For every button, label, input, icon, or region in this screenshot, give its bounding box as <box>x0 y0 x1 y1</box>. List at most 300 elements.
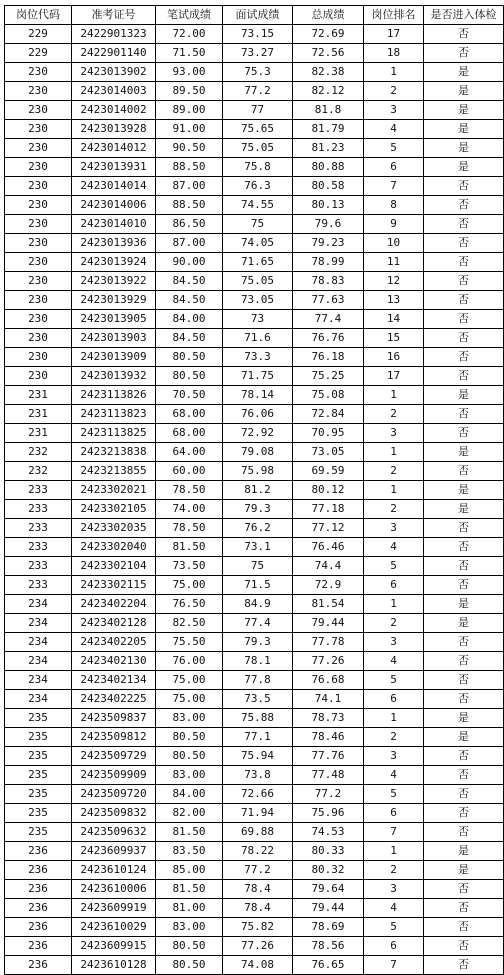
post-code-cell: 236 <box>5 956 72 975</box>
post-rank-cell: 6 <box>364 937 424 956</box>
total-score-cell: 74.53 <box>293 823 364 842</box>
interview-score-cell: 71.94 <box>223 804 293 823</box>
exam-number-cell: 2423509832 <box>72 804 156 823</box>
written-score-cell: 80.50 <box>156 728 223 747</box>
physical-exam-cell: 否 <box>424 766 504 785</box>
table-row <box>5 842 504 861</box>
physical-exam-cell: 否 <box>424 215 504 234</box>
interview-score-cell: 77.1 <box>223 728 293 747</box>
physical-exam-cell: 否 <box>424 823 504 842</box>
post-code-cell: 235 <box>5 766 72 785</box>
interview-score-cell: 71.65 <box>223 253 293 272</box>
physical-exam-cell: 是 <box>424 500 504 519</box>
post-rank-cell: 3 <box>364 747 424 766</box>
post-rank-cell: 6 <box>364 804 424 823</box>
total-score-cell: 74.1 <box>293 690 364 709</box>
post-code-cell: 232 <box>5 443 72 462</box>
table-row <box>5 386 504 405</box>
total-score-cell: 80.33 <box>293 842 364 861</box>
post-code-cell: 233 <box>5 576 72 595</box>
written-score-cell: 87.00 <box>156 177 223 196</box>
physical-exam-cell: 是 <box>424 158 504 177</box>
interview-score-cell: 76.06 <box>223 405 293 424</box>
exam-number-cell: 2423014002 <box>72 101 156 120</box>
interview-score-cell: 75.98 <box>223 462 293 481</box>
interview-score-cell: 79.08 <box>223 443 293 462</box>
interview-score-cell: 75 <box>223 215 293 234</box>
exam-number-cell: 2423509812 <box>72 728 156 747</box>
exam-number-cell: 2423014012 <box>72 139 156 158</box>
total-score-cell: 77.12 <box>293 519 364 538</box>
written-score-cell: 82.50 <box>156 614 223 633</box>
table-row <box>5 728 504 747</box>
total-score-cell: 81.79 <box>293 120 364 139</box>
table-row <box>5 823 504 842</box>
post-code-cell: 233 <box>5 538 72 557</box>
interview-score-cell: 73.1 <box>223 538 293 557</box>
interview-score-cell: 78.14 <box>223 386 293 405</box>
written-score-cell: 84.50 <box>156 329 223 348</box>
table-row <box>5 253 504 272</box>
exam-number-cell: 2423013909 <box>72 348 156 367</box>
total-score-cell: 80.13 <box>293 196 364 215</box>
interview-score-cell: 78.4 <box>223 899 293 918</box>
post-code-cell: 230 <box>5 367 72 386</box>
post-code-cell: 230 <box>5 272 72 291</box>
physical-exam-cell: 否 <box>424 272 504 291</box>
interview-score-cell: 75.05 <box>223 272 293 291</box>
post-rank-cell: 2 <box>364 405 424 424</box>
interview-score-cell: 73.15 <box>223 25 293 44</box>
post-code-cell: 234 <box>5 671 72 690</box>
physical-exam-cell: 否 <box>424 348 504 367</box>
post-rank-cell: 2 <box>364 500 424 519</box>
post-rank-cell: 5 <box>364 785 424 804</box>
written-score-cell: 64.00 <box>156 443 223 462</box>
physical-exam-cell: 否 <box>424 538 504 557</box>
post-code-cell: 230 <box>5 310 72 329</box>
post-rank-cell: 7 <box>364 823 424 842</box>
table-row <box>5 443 504 462</box>
interview-score-cell: 69.88 <box>223 823 293 842</box>
table-row <box>5 500 504 519</box>
post-rank-cell: 2 <box>364 462 424 481</box>
table-row <box>5 63 504 82</box>
total-score-cell: 77.63 <box>293 291 364 310</box>
post-code-cell: 229 <box>5 25 72 44</box>
total-score-cell: 79.44 <box>293 899 364 918</box>
table-row <box>5 139 504 158</box>
total-score-cell: 76.76 <box>293 329 364 348</box>
written-score-cell: 78.50 <box>156 481 223 500</box>
interview-score-cell: 77.2 <box>223 82 293 101</box>
post-code-cell: 234 <box>5 614 72 633</box>
written-score-cell: 88.50 <box>156 158 223 177</box>
total-score-cell: 80.58 <box>293 177 364 196</box>
written-score-cell: 71.50 <box>156 44 223 63</box>
exam-number-cell: 2423509720 <box>72 785 156 804</box>
physical-exam-cell: 是 <box>424 443 504 462</box>
post-code-cell: 230 <box>5 63 72 82</box>
post-code-cell: 234 <box>5 652 72 671</box>
post-rank-cell: 3 <box>364 519 424 538</box>
table-row <box>5 785 504 804</box>
post-rank-cell: 13 <box>364 291 424 310</box>
physical-exam-cell: 否 <box>424 234 504 253</box>
total-score-cell: 77.76 <box>293 747 364 766</box>
post-rank-cell: 5 <box>364 139 424 158</box>
interview-score-cell: 79.3 <box>223 500 293 519</box>
total-score-cell: 78.73 <box>293 709 364 728</box>
total-score-cell: 70.95 <box>293 424 364 443</box>
post-code-cell: 230 <box>5 82 72 101</box>
total-score-cell: 77.26 <box>293 652 364 671</box>
written-score-cell: 81.00 <box>156 899 223 918</box>
interview-score-cell: 71.75 <box>223 367 293 386</box>
table-row <box>5 44 504 63</box>
post-code-cell: 236 <box>5 899 72 918</box>
written-score-cell: 90.00 <box>156 253 223 272</box>
table-row <box>5 82 504 101</box>
total-score-cell: 75.25 <box>293 367 364 386</box>
post-code-cell: 235 <box>5 709 72 728</box>
interview-score-cell: 73.5 <box>223 690 293 709</box>
table-row <box>5 291 504 310</box>
total-score-cell: 76.65 <box>293 956 364 975</box>
total-score-cell: 77.78 <box>293 633 364 652</box>
total-score-cell: 69.59 <box>293 462 364 481</box>
table-row <box>5 538 504 557</box>
written-score-cell: 85.00 <box>156 861 223 880</box>
written-score-cell: 83.00 <box>156 709 223 728</box>
written-score-cell: 84.50 <box>156 272 223 291</box>
written-score-cell: 70.50 <box>156 386 223 405</box>
interview-score-cell: 74.55 <box>223 196 293 215</box>
table-row <box>5 367 504 386</box>
table-row <box>5 595 504 614</box>
exam-number-cell: 2423014014 <box>72 177 156 196</box>
exam-number-cell: 2423609919 <box>72 899 156 918</box>
post-code-cell: 230 <box>5 348 72 367</box>
total-score-cell: 77.48 <box>293 766 364 785</box>
physical-exam-cell: 是 <box>424 101 504 120</box>
exam-number-cell: 2423402204 <box>72 595 156 614</box>
post-rank-cell: 6 <box>364 576 424 595</box>
interview-score-cell: 78.4 <box>223 880 293 899</box>
table-row <box>5 899 504 918</box>
post-code-cell: 232 <box>5 462 72 481</box>
exam-number-cell: 2423013931 <box>72 158 156 177</box>
table-row <box>5 329 504 348</box>
table-row <box>5 671 504 690</box>
table-row <box>5 937 504 956</box>
header-post-code: 岗位代码 <box>5 6 72 25</box>
total-score-cell: 81.54 <box>293 595 364 614</box>
post-code-cell: 231 <box>5 424 72 443</box>
written-score-cell: 89.50 <box>156 82 223 101</box>
interview-score-cell: 75.82 <box>223 918 293 937</box>
post-code-cell: 235 <box>5 747 72 766</box>
post-rank-cell: 16 <box>364 348 424 367</box>
physical-exam-cell: 否 <box>424 918 504 937</box>
post-code-cell: 229 <box>5 44 72 63</box>
exam-number-cell: 2423402128 <box>72 614 156 633</box>
post-rank-cell: 12 <box>364 272 424 291</box>
interview-score-cell: 75.8 <box>223 158 293 177</box>
total-score-cell: 72.9 <box>293 576 364 595</box>
table-row <box>5 25 504 44</box>
post-code-cell: 235 <box>5 804 72 823</box>
written-score-cell: 68.00 <box>156 405 223 424</box>
interview-score-cell: 76.2 <box>223 519 293 538</box>
post-code-cell: 230 <box>5 329 72 348</box>
total-score-cell: 80.12 <box>293 481 364 500</box>
written-score-cell: 68.00 <box>156 424 223 443</box>
post-rank-cell: 11 <box>364 253 424 272</box>
exam-number-cell: 2423013903 <box>72 329 156 348</box>
interview-score-cell: 75.05 <box>223 139 293 158</box>
post-rank-cell: 2 <box>364 82 424 101</box>
post-code-cell: 230 <box>5 196 72 215</box>
post-code-cell: 234 <box>5 690 72 709</box>
total-score-cell: 79.64 <box>293 880 364 899</box>
post-rank-cell: 1 <box>364 481 424 500</box>
table-row <box>5 120 504 139</box>
physical-exam-cell: 是 <box>424 139 504 158</box>
physical-exam-cell: 是 <box>424 728 504 747</box>
written-score-cell: 83.00 <box>156 766 223 785</box>
exam-number-cell: 2423610029 <box>72 918 156 937</box>
physical-exam-cell: 否 <box>424 899 504 918</box>
exam-number-cell: 2423014010 <box>72 215 156 234</box>
interview-score-cell: 73.3 <box>223 348 293 367</box>
written-score-cell: 90.50 <box>156 139 223 158</box>
post-rank-cell: 1 <box>364 595 424 614</box>
table-row <box>5 177 504 196</box>
physical-exam-cell: 否 <box>424 310 504 329</box>
table-row <box>5 861 504 880</box>
post-rank-cell: 3 <box>364 633 424 652</box>
written-score-cell: 80.50 <box>156 956 223 975</box>
written-score-cell: 76.00 <box>156 652 223 671</box>
table-row <box>5 272 504 291</box>
physical-exam-cell: 否 <box>424 880 504 899</box>
physical-exam-cell: 否 <box>424 367 504 386</box>
interview-score-cell: 72.66 <box>223 785 293 804</box>
interview-score-cell: 78.1 <box>223 652 293 671</box>
post-rank-cell: 14 <box>364 310 424 329</box>
post-rank-cell: 15 <box>364 329 424 348</box>
total-score-cell: 77.4 <box>293 310 364 329</box>
total-score-cell: 78.46 <box>293 728 364 747</box>
total-score-cell: 78.56 <box>293 937 364 956</box>
table-row <box>5 234 504 253</box>
exam-number-cell: 2423113823 <box>72 405 156 424</box>
table-row <box>5 880 504 899</box>
total-score-cell: 72.56 <box>293 44 364 63</box>
written-score-cell: 91.00 <box>156 120 223 139</box>
physical-exam-cell: 否 <box>424 747 504 766</box>
physical-exam-cell: 否 <box>424 785 504 804</box>
exam-number-cell: 2423302105 <box>72 500 156 519</box>
total-score-cell: 75.96 <box>293 804 364 823</box>
header-post-rank: 岗位排名 <box>364 6 424 25</box>
table-row <box>5 766 504 785</box>
written-score-cell: 76.50 <box>156 595 223 614</box>
exam-number-cell: 2423013924 <box>72 253 156 272</box>
header-exam-number: 准考证号 <box>72 6 156 25</box>
physical-exam-cell: 否 <box>424 690 504 709</box>
post-rank-cell: 3 <box>364 101 424 120</box>
exam-number-cell: 2423013936 <box>72 234 156 253</box>
physical-exam-cell: 否 <box>424 405 504 424</box>
table-row <box>5 747 504 766</box>
post-rank-cell: 4 <box>364 652 424 671</box>
table-row <box>5 348 504 367</box>
total-score-cell: 78.69 <box>293 918 364 937</box>
physical-exam-cell: 是 <box>424 120 504 139</box>
physical-exam-cell: 否 <box>424 652 504 671</box>
post-rank-cell: 1 <box>364 443 424 462</box>
physical-exam-cell: 是 <box>424 861 504 880</box>
table-row <box>5 519 504 538</box>
exam-number-cell: 2423509909 <box>72 766 156 785</box>
post-code-cell: 231 <box>5 405 72 424</box>
interview-score-cell: 77.4 <box>223 614 293 633</box>
table-row <box>5 310 504 329</box>
total-score-cell: 81.8 <box>293 101 364 120</box>
exam-number-cell: 2423014006 <box>72 196 156 215</box>
post-code-cell: 235 <box>5 728 72 747</box>
total-score-cell: 79.44 <box>293 614 364 633</box>
exam-number-cell: 2423013905 <box>72 310 156 329</box>
written-score-cell: 84.00 <box>156 310 223 329</box>
header-total-score: 总成绩 <box>293 6 364 25</box>
interview-score-cell: 78.22 <box>223 842 293 861</box>
interview-score-cell: 81.2 <box>223 481 293 500</box>
post-code-cell: 234 <box>5 595 72 614</box>
table-row <box>5 158 504 177</box>
interview-score-cell: 75.94 <box>223 747 293 766</box>
physical-exam-cell: 否 <box>424 519 504 538</box>
post-code-cell: 236 <box>5 937 72 956</box>
total-score-cell: 80.32 <box>293 861 364 880</box>
exam-number-cell: 2422901323 <box>72 25 156 44</box>
interview-score-cell: 75.65 <box>223 120 293 139</box>
table-row <box>5 462 504 481</box>
exam-number-cell: 2423013922 <box>72 272 156 291</box>
table-row <box>5 804 504 823</box>
post-rank-cell: 2 <box>364 861 424 880</box>
written-score-cell: 60.00 <box>156 462 223 481</box>
written-score-cell: 80.50 <box>156 937 223 956</box>
written-score-cell: 80.50 <box>156 747 223 766</box>
interview-score-cell: 75.3 <box>223 63 293 82</box>
header-written-score: 笔试成绩 <box>156 6 223 25</box>
physical-exam-cell: 否 <box>424 25 504 44</box>
post-code-cell: 230 <box>5 291 72 310</box>
written-score-cell: 81.50 <box>156 823 223 842</box>
interview-score-cell: 73.27 <box>223 44 293 63</box>
written-score-cell: 84.50 <box>156 291 223 310</box>
post-rank-cell: 3 <box>364 424 424 443</box>
table-row <box>5 576 504 595</box>
post-rank-cell: 5 <box>364 671 424 690</box>
post-code-cell: 233 <box>5 557 72 576</box>
total-score-cell: 78.99 <box>293 253 364 272</box>
exam-number-cell: 2423302115 <box>72 576 156 595</box>
interview-score-cell: 77.2 <box>223 861 293 880</box>
exam-number-cell: 2422901140 <box>72 44 156 63</box>
physical-exam-cell: 是 <box>424 842 504 861</box>
written-score-cell: 86.50 <box>156 215 223 234</box>
exam-number-cell: 2423609937 <box>72 842 156 861</box>
written-score-cell: 81.50 <box>156 538 223 557</box>
physical-exam-cell: 否 <box>424 44 504 63</box>
physical-exam-cell: 是 <box>424 595 504 614</box>
post-code-cell: 230 <box>5 158 72 177</box>
physical-exam-cell: 否 <box>424 576 504 595</box>
interview-score-cell: 71.5 <box>223 576 293 595</box>
interview-score-cell: 73 <box>223 310 293 329</box>
physical-exam-cell: 否 <box>424 557 504 576</box>
table-row <box>5 405 504 424</box>
exam-number-cell: 2423302035 <box>72 519 156 538</box>
post-code-cell: 230 <box>5 120 72 139</box>
physical-exam-cell: 否 <box>424 462 504 481</box>
table-header <box>5 6 504 25</box>
post-rank-cell: 4 <box>364 538 424 557</box>
post-code-cell: 230 <box>5 234 72 253</box>
physical-exam-cell: 否 <box>424 671 504 690</box>
table-row <box>5 709 504 728</box>
interview-score-cell: 77.26 <box>223 937 293 956</box>
post-rank-cell: 17 <box>364 367 424 386</box>
table-row <box>5 652 504 671</box>
table-row <box>5 481 504 500</box>
physical-exam-cell: 否 <box>424 424 504 443</box>
written-score-cell: 81.50 <box>156 880 223 899</box>
post-rank-cell: 1 <box>364 842 424 861</box>
header-interview-score: 面试成绩 <box>223 6 293 25</box>
total-score-cell: 78.83 <box>293 272 364 291</box>
table-row <box>5 956 504 975</box>
total-score-cell: 82.38 <box>293 63 364 82</box>
physical-exam-cell: 是 <box>424 614 504 633</box>
post-code-cell: 235 <box>5 823 72 842</box>
physical-exam-cell: 否 <box>424 804 504 823</box>
physical-exam-cell: 否 <box>424 956 504 975</box>
exam-number-cell: 2423509729 <box>72 747 156 766</box>
exam-number-cell: 2423402130 <box>72 652 156 671</box>
interview-score-cell: 75 <box>223 557 293 576</box>
physical-exam-cell: 否 <box>424 253 504 272</box>
post-rank-cell: 5 <box>364 557 424 576</box>
table-row <box>5 215 504 234</box>
post-rank-cell: 17 <box>364 25 424 44</box>
post-rank-cell: 1 <box>364 386 424 405</box>
physical-exam-cell: 否 <box>424 177 504 196</box>
written-score-cell: 80.50 <box>156 348 223 367</box>
exam-number-cell: 2423610124 <box>72 861 156 880</box>
written-score-cell: 75.00 <box>156 690 223 709</box>
post-code-cell: 236 <box>5 918 72 937</box>
exam-number-cell: 2423509837 <box>72 709 156 728</box>
exam-number-cell: 2423402205 <box>72 633 156 652</box>
physical-exam-cell: 否 <box>424 633 504 652</box>
post-code-cell: 233 <box>5 519 72 538</box>
written-score-cell: 78.50 <box>156 519 223 538</box>
